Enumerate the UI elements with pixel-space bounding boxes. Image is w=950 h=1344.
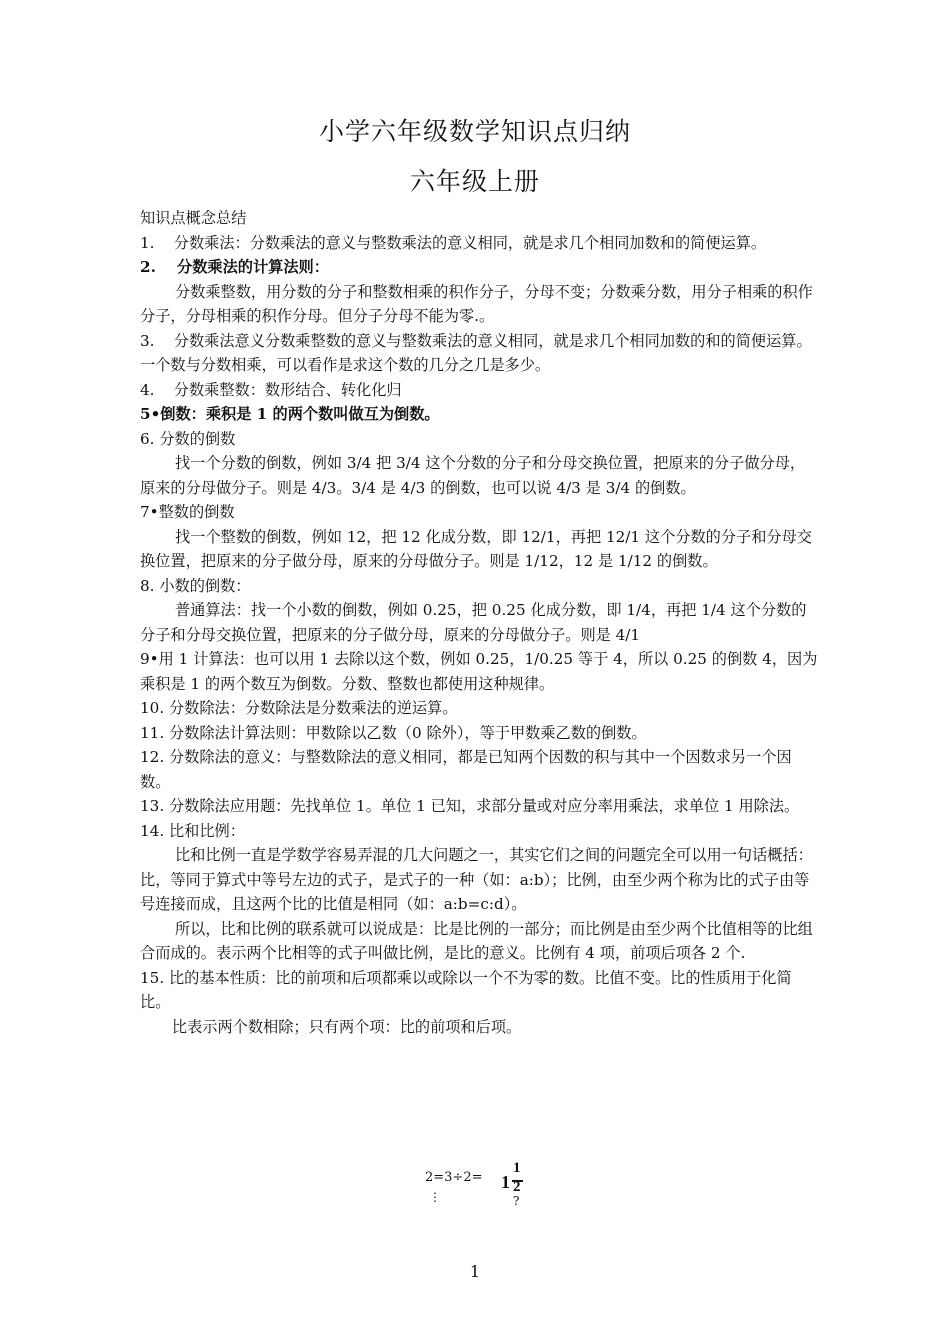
paragraph-6-body: 找一个分数的倒数，例如 3/4 把 3/4 这个分数的分子和分母交换位置，把原来的分子做分母，原来的分母做分子。则是 4/3。3/4 是 4/3 的倒数，也可以说 4/3 是 3/4 的倒数。 — [140, 454, 806, 497]
paragraph-2-heading: 2. 分数乘法的计算法则： — [140, 258, 329, 276]
paragraph-2-body: 分数乘整数，用分数的分子和整数相乘的积作分子，分母不变；分数乘分数，用分子相乘的积作分子，分母相乘的积作分母。但分子分母不能为零.。 — [140, 282, 813, 325]
paragraph-15: 15. 比的基本性质：比的前项和后项都乘以或除以一个不为零的数。比值不变。比的性质用于化简比。 — [140, 968, 792, 1011]
document-body — [140, 206, 820, 1039]
paragraph-14-body: 比和比例一直是学数学容易弄混的几大问题之一，其实它们之间的问题完全可以用一句话概括：比，等同于算式中等号左边的式子，是式子的一种（如：a:b）；比例，由至少两个称为比的式子由等号连接而成，且这两个比的比值是相同（如：a:b=c:d）。 — [140, 846, 813, 913]
paragraph-4: 4. 分数乘整数：数形结合、转化化归 — [140, 380, 402, 399]
section-heading: 知识点概念总结 — [140, 209, 247, 227]
paragraph-7-heading: 7•整数的倒数 — [140, 503, 235, 521]
paragraph-9: 9•用 1 计算法：也可以用 1 去除以这个数，例如 0.25，1/0.25 等于 4，所以 0.25 的倒数 4，因为乘积是 1 的两个数互为倒数。分数、整数也都使用这种规律。 — [140, 650, 818, 693]
paragraph-13: 13. 分数除法应用题：先找单位 1。单位 1 已知，求部分量或对应分率用乘法，求单位 1 用除法。 — [140, 797, 800, 815]
page-title: 小学六年级数学知识点归纳 — [318, 117, 631, 146]
fraction-whole: 1 — [501, 1172, 510, 1192]
paragraph-6-heading: 6. 分数的倒数 — [140, 429, 236, 448]
fraction-denominator: 2 — [513, 1179, 521, 1195]
formula-image — [425, 1162, 535, 1210]
paragraph-1: 1. 分数乘法：分数乘法的意义与整数乘法的意义相同，就是求几个相同加数和的简便运算。 — [140, 233, 767, 252]
formula-expression: 2=3÷2= — [425, 1170, 483, 1185]
paragraph-3: 3. 分数乘法意义分数乘整数的意义与整数乘法的意义相同，就是求几个相同加数的和的简便运算。一个数与分数相乘，可以看作是求这个数的几分之几是多少。 — [140, 331, 812, 374]
paragraph-14-body-2: 所以，比和比例的联系就可以说成是：比是比例的一部分；而比例是由至少两个比值相等的比组合而成的。表示两个比相等的式子叫做比例，是比的意义。比例有 4 项，前项后项各 2 个. — [140, 919, 813, 962]
paragraph-10: 10. 分数除法：分数除法是分数乘法的逆运算。 — [140, 699, 458, 717]
paragraph-8-heading: 8. 小数的倒数： — [140, 576, 251, 595]
paragraph-8-body: 普通算法：找一个小数的倒数，例如 0.25，把 0.25 化成分数，即 1/4，再把 1/4 这个分数的分子和分母交换位置，把原来的分子做分母，原来的分母做分子。则是 4/1 — [140, 601, 807, 644]
page-subtitle: 六年级上册 — [409, 167, 540, 196]
paragraph-14-heading: 14. 比和比例： — [140, 821, 245, 840]
paragraph-11: 11. 分数除法计算法则：甲数除以乙数（0 除外），等于甲数乘乙数的倒数。 — [140, 723, 647, 742]
formula-dots-right: ? — [513, 1194, 520, 1208]
fraction-numerator: 1 — [513, 1160, 521, 1176]
paragraph-5: 5•倒数：乘积是 1 的两个数叫做互为倒数。 — [140, 405, 440, 423]
formula-dots-left: ⋮ — [429, 1190, 441, 1204]
paragraph-7-body: 找一个整数的倒数，例如 12，把 12 化成分数，即 12/1，再把 12/1 这个分数的分子和分母交换位置，把原来的分子做分母，原来的分母做分子。则是 1/12，12 是 1/12 的倒数。 — [140, 527, 812, 570]
paragraph-15-body: 比表示两个数相除；只有两个项：比的前项和后项。 — [171, 1017, 522, 1036]
page-number: 1 — [469, 1262, 481, 1281]
paragraph-12: 12. 分数除法的意义：与整数除法的意义相同，都是已知两个因数的积与其中一个因数求另一个因数。 — [140, 748, 792, 791]
